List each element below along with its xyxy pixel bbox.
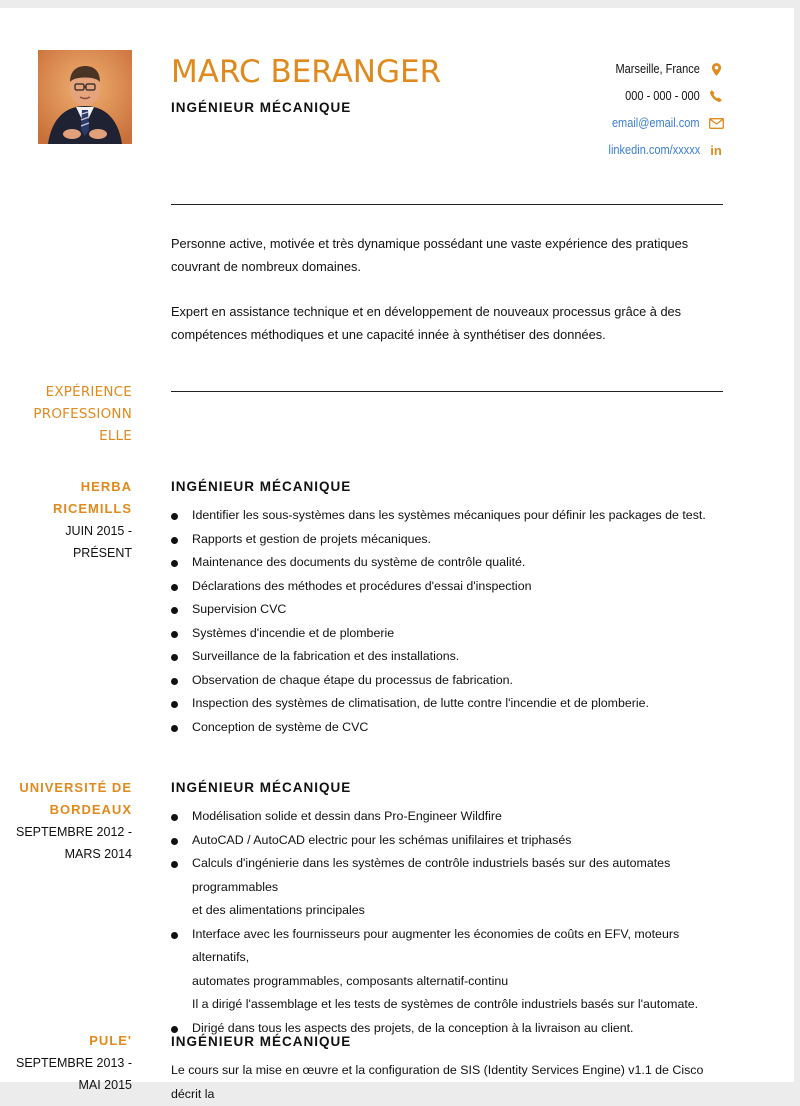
task-text: Calculs d'ingénierie dans les systèmes de contrôle industriels basés sur des automates programmables xyxy=(192,856,671,894)
company-name: PULE' xyxy=(89,1033,132,1048)
job-dates: MAI 2015 xyxy=(78,1078,132,1092)
bullet-icon xyxy=(171,584,178,591)
bullet-icon xyxy=(171,607,178,614)
list-item xyxy=(171,692,731,716)
task-text: Conception de système de CVC xyxy=(192,719,369,734)
summary-paragraph: Personne active, motivée et très dynamique possédant une vaste expérience des pratiques couvrant de nombreux domaines. xyxy=(171,236,689,274)
bullet-icon xyxy=(171,814,178,821)
bullet-icon xyxy=(171,725,178,732)
task-list xyxy=(171,805,731,1040)
job-description: Le cours sur la mise en œuvre et la configuration de SIS (Identity Services Engine) v1.1 de Cisco décrit la xyxy=(171,1063,704,1101)
bullet-icon xyxy=(171,932,178,939)
task-text: Il a dirigé l'assemblage et les tests de systèmes de contrôle industriels basés sur l'automate. xyxy=(192,997,699,1011)
list-item xyxy=(171,829,731,853)
task-text: Identifier les sous-systèmes dans les systèmes mécaniques pour définir les packages de test. xyxy=(192,508,706,522)
bullet-icon xyxy=(171,678,178,685)
job-meta xyxy=(10,476,132,564)
section-heading-line: PROFESSIONN xyxy=(33,406,132,422)
linkedin-link[interactable]: linkedin.com/xxxxx xyxy=(608,143,700,157)
task-text: AutoCAD / AutoCAD electric pour les schémas unifilaires et triphasés xyxy=(192,832,572,847)
job-details xyxy=(171,778,731,1040)
map-pin-icon xyxy=(708,62,724,76)
linkedin-icon-glyph: in xyxy=(710,142,722,158)
list-item xyxy=(171,669,731,693)
list-item xyxy=(171,504,731,528)
task-text: Observation de chaque étape du processus de fabrication. xyxy=(192,672,513,687)
list-item xyxy=(171,598,731,622)
job-title: INGÉNIEUR MÉCANIQUE xyxy=(171,479,352,494)
company-name: RICEMILLS xyxy=(52,501,132,516)
phone-text: 000 - 000 - 000 xyxy=(625,89,700,103)
job-details xyxy=(171,477,731,739)
task-text: Maintenance des documents du système de contrôle qualité. xyxy=(192,555,526,569)
job-dates: SEPTEMBRE 2012 - xyxy=(15,825,132,839)
task-text: Dirigé dans tous les aspects des projets, de la conception à la livraison au client. xyxy=(192,1020,634,1035)
job-dates: JUIN 2015 - xyxy=(65,524,132,538)
bullet-icon xyxy=(171,631,178,638)
bullet-icon xyxy=(171,513,178,520)
task-text: automates programmables, composants alternatif-continu xyxy=(192,973,509,988)
task-text: Systèmes d'incendie et de plomberie xyxy=(192,625,395,640)
contact-email[interactable] xyxy=(600,116,724,130)
profile-summary xyxy=(171,232,723,346)
task-text: et des alimentations principales xyxy=(192,903,365,917)
envelope-icon xyxy=(708,116,724,130)
bullet-icon xyxy=(171,861,178,868)
task-text: Modélisation solide et dessin dans Pro-Engineer Wildfire xyxy=(192,809,502,823)
person-illustration xyxy=(38,50,132,144)
experience-divider xyxy=(171,391,723,392)
job-meta xyxy=(10,777,132,865)
list-item xyxy=(171,528,731,552)
company-name: BORDEAUX xyxy=(49,802,132,817)
task-text: Rapports et gestion de projets mécaniques. xyxy=(192,531,432,546)
list-item xyxy=(171,645,731,669)
bullet-icon xyxy=(171,537,178,544)
email-link[interactable]: email@email.com xyxy=(612,116,700,130)
profile-photo xyxy=(38,50,132,144)
location-text: Marseille, France xyxy=(615,62,700,76)
job-dates: SEPTEMBRE 2013 - xyxy=(15,1056,132,1070)
task-text: Interface avec les fournisseurs pour augmenter les économies de coûts en EFV, moteurs alternatifs, xyxy=(192,926,680,964)
job-meta xyxy=(10,1030,132,1096)
phone-icon xyxy=(708,89,724,103)
company-name: UNIVERSITÉ DE xyxy=(19,780,132,795)
header-divider xyxy=(171,204,723,205)
list-item xyxy=(171,575,731,599)
candidate-name: MARC BERANGER xyxy=(171,54,442,90)
task-text: Inspection des systèmes de climatisation, de lutte contre l'incendie et de plomberie. xyxy=(192,696,649,710)
linkedin-icon xyxy=(708,143,724,157)
bullet-icon xyxy=(171,701,178,708)
resume-page xyxy=(0,8,794,1101)
job-title: INGÉNIEUR MÉCANIQUE xyxy=(171,780,352,795)
contact-location xyxy=(604,62,724,76)
list-item xyxy=(171,716,731,740)
task-list xyxy=(171,504,731,739)
list-item xyxy=(171,923,731,1017)
experience-section-heading xyxy=(20,381,132,447)
job-title: INGÉNIEUR MÉCANIQUE xyxy=(171,1034,352,1049)
bullet-icon xyxy=(171,838,178,845)
company-name: HERBA xyxy=(80,479,132,494)
list-item xyxy=(171,551,731,575)
task-text: Déclarations des méthodes et procédures d'essai d'inspection xyxy=(192,578,532,593)
job-dates: MARS 2014 xyxy=(64,847,132,861)
task-text: Surveillance de la fabrication et des installations. xyxy=(192,649,460,663)
list-item xyxy=(171,622,731,646)
contact-phone xyxy=(615,89,724,103)
contact-linkedin[interactable] xyxy=(596,143,724,157)
candidate-title: INGÉNIEUR MÉCANIQUE xyxy=(171,100,352,115)
list-item xyxy=(171,852,731,923)
bullet-icon xyxy=(171,654,178,661)
section-heading-line: ELLE xyxy=(99,428,132,444)
bullet-icon xyxy=(171,560,178,567)
section-heading-line: EXPÉRIENCE xyxy=(45,384,132,400)
list-item xyxy=(171,805,731,829)
job-dates: PRÉSENT xyxy=(72,546,132,560)
summary-paragraph: Expert en assistance technique et en développement de nouveaux processus grâce à des compétences méthodiques et une capacité innée à synthétiser des données. xyxy=(171,304,682,342)
task-text: Supervision CVC xyxy=(192,602,287,616)
job-details xyxy=(171,1032,731,1106)
